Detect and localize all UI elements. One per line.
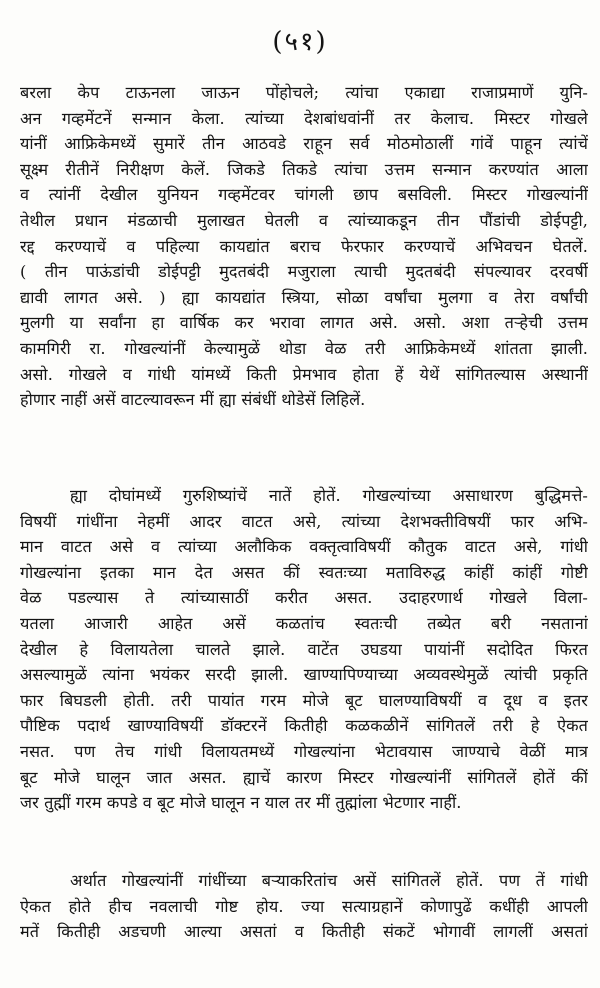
text-line: असल्यामुळें त्यांना भयंकर सरदी झाली. खाण्यापिण्याच्या अव्यवस्थेमुळें त्यांची प्रकृति — [20, 665, 588, 685]
text-line: विषयीं गांधींना नेहमीं आदर वाटत असे, त्यांच्या देशभक्तीविषयीं फार अभि- — [20, 511, 588, 531]
text-line: वेळ पडल्यास ते त्यांच्यासाठीं करीत असत. उदाहरणार्थ गोखले विला- — [20, 588, 588, 608]
text-line: रद्द करण्याचें व पहिल्या कायद्यांत बराच फेरफार करण्याचें अभिवचन घेतलें. — [20, 236, 588, 256]
text-line: द्यावी लागत असे. ) ह्या कायद्यांत स्त्रिया, सोळा वर्षांचा मुलगा व तेरा वर्षांची — [20, 287, 588, 307]
text-line: यांनीं आफ्रिकेमध्यें सुमारें तीन आठवडे राहून सर्व मोठमोठालीं गांवें पाहून त्यांचें — [20, 134, 588, 154]
text-line: जर तुह्मीं गरम कपडे व बूट मोजे घालून न याल तर मीं तुह्मांला भेटणार नाहीं. — [20, 793, 462, 813]
text-line: ऐकत होते हीच नवलाची गोष्ट होय. ज्या सत्याग्रहानें कोणापुढें कधींही आपली — [20, 896, 588, 916]
text-line: बरला केप टाऊनला जाऊन पोंहोचले; त्यांचा एकाद्या राजाप्रमाणें युनि- — [20, 83, 588, 102]
text-line: असो. गोखले व गांधी यांमध्यें किती प्रेमभाव होता हें येथें सांगितल्यास अस्थानीं — [20, 364, 588, 384]
text-line: गोखल्यांना इतका मान देत असत कीं स्वतःच्या मताविरुद्ध कांहीं कांहीं गोष्टी — [20, 562, 588, 582]
paragraph-1 — [20, 80, 588, 413]
text-line: नसत. पण तेच गांधी विलायतमध्यें गोखल्यांना भेटावयास जाण्याचे वेळीं मात्र — [20, 741, 588, 761]
text-line: बूट मोजे घालून जात असत. ह्याचें कारण मिस्टर गोखल्यांनीं सांगितलें होतें कीं — [20, 767, 588, 787]
text-line: मुलगी या सर्वांना हा वार्षिक कर भरावा लागत असे. असो. अशा तऱ्हेची उत्तम — [20, 313, 588, 333]
text-line: यतला आजारी आहेत असें कळतांच स्वतःची तब्येत बरी नसतानां — [20, 613, 588, 633]
paragraph-2 — [20, 483, 588, 816]
text-line: अन गव्हमेंटनें सन्मान केला. त्यांच्या देशबांधवांनीं तर केलाच. मिस्टर गोखले — [20, 108, 588, 128]
text-line: फार बिघडली होती. तरी पायांत गरम मोजे बूट घालण्याविषयीं व दूध व इतर — [20, 690, 588, 710]
text-line: तेथील प्रधान मंडळाची मुलाखत घेतली व त्यांच्याकडून तीन पौंडांची डोईपट्टी, — [20, 210, 588, 230]
text-line: होणार नाहीं असें वाटल्यावरून मीं ह्या संबंधीं थोडेसें लिहिलें. — [20, 390, 366, 410]
text-line: ( तीन पाऊंडांची डोईपट्टी मुदतबंदी मजुराला त्याची मुदतबंदी संपल्यावर दरवर्षी — [20, 262, 588, 282]
text-line: पौष्टिक पदार्थ खाण्याविषयीं डॉक्टरनें कितीही कळकळीनें सांगितलें तरी हे ऐकत — [20, 716, 588, 736]
text-line: मतें कितीही अडचणी आल्या असतां व कितीही संकटें भोगावीं लागलीं असतां — [20, 922, 588, 942]
text-line: ह्या दोघांमध्यें गुरुशिष्यांचें नातें होतें. गोखल्यांच्या असाधारण बुद्धिमत्ते- — [70, 486, 588, 505]
text-line: कामगिरी रा. गोखल्यांनीं केल्यामुळें थोडा वेळ तरी आफ्रिकेमध्यें शांतता झाली. — [20, 338, 588, 358]
paragraph-3 — [20, 868, 588, 945]
page-number: (५१) — [272, 27, 328, 57]
text-line: देखील हे विलायतेला चालते झाले. वाटेंत उघडया पायांनीं सदोदित फिरत — [20, 639, 588, 659]
text-line: व त्यांनीं देखील युनियन गव्हमेंटवर चांगली छाप बसविली. मिस्टर गोखल्यांनीं — [20, 185, 588, 205]
text-line: सूक्ष्म रीतीनें निरीक्षण केलें. जिकडे तिकडे त्यांचा उत्तम सन्मान करण्यांत आला — [20, 159, 588, 179]
text-line: मान वाटत असे व त्यांच्या अलौकिक वक्तृत्वाविषयीं कौतुक वाटत असे, गांधी — [20, 537, 588, 557]
text-line: अर्थात गोखल्यांनीं गांधींच्या बऱ्याकरितांच असें सांगितलें होतें. पण तें गांधी — [70, 871, 588, 890]
